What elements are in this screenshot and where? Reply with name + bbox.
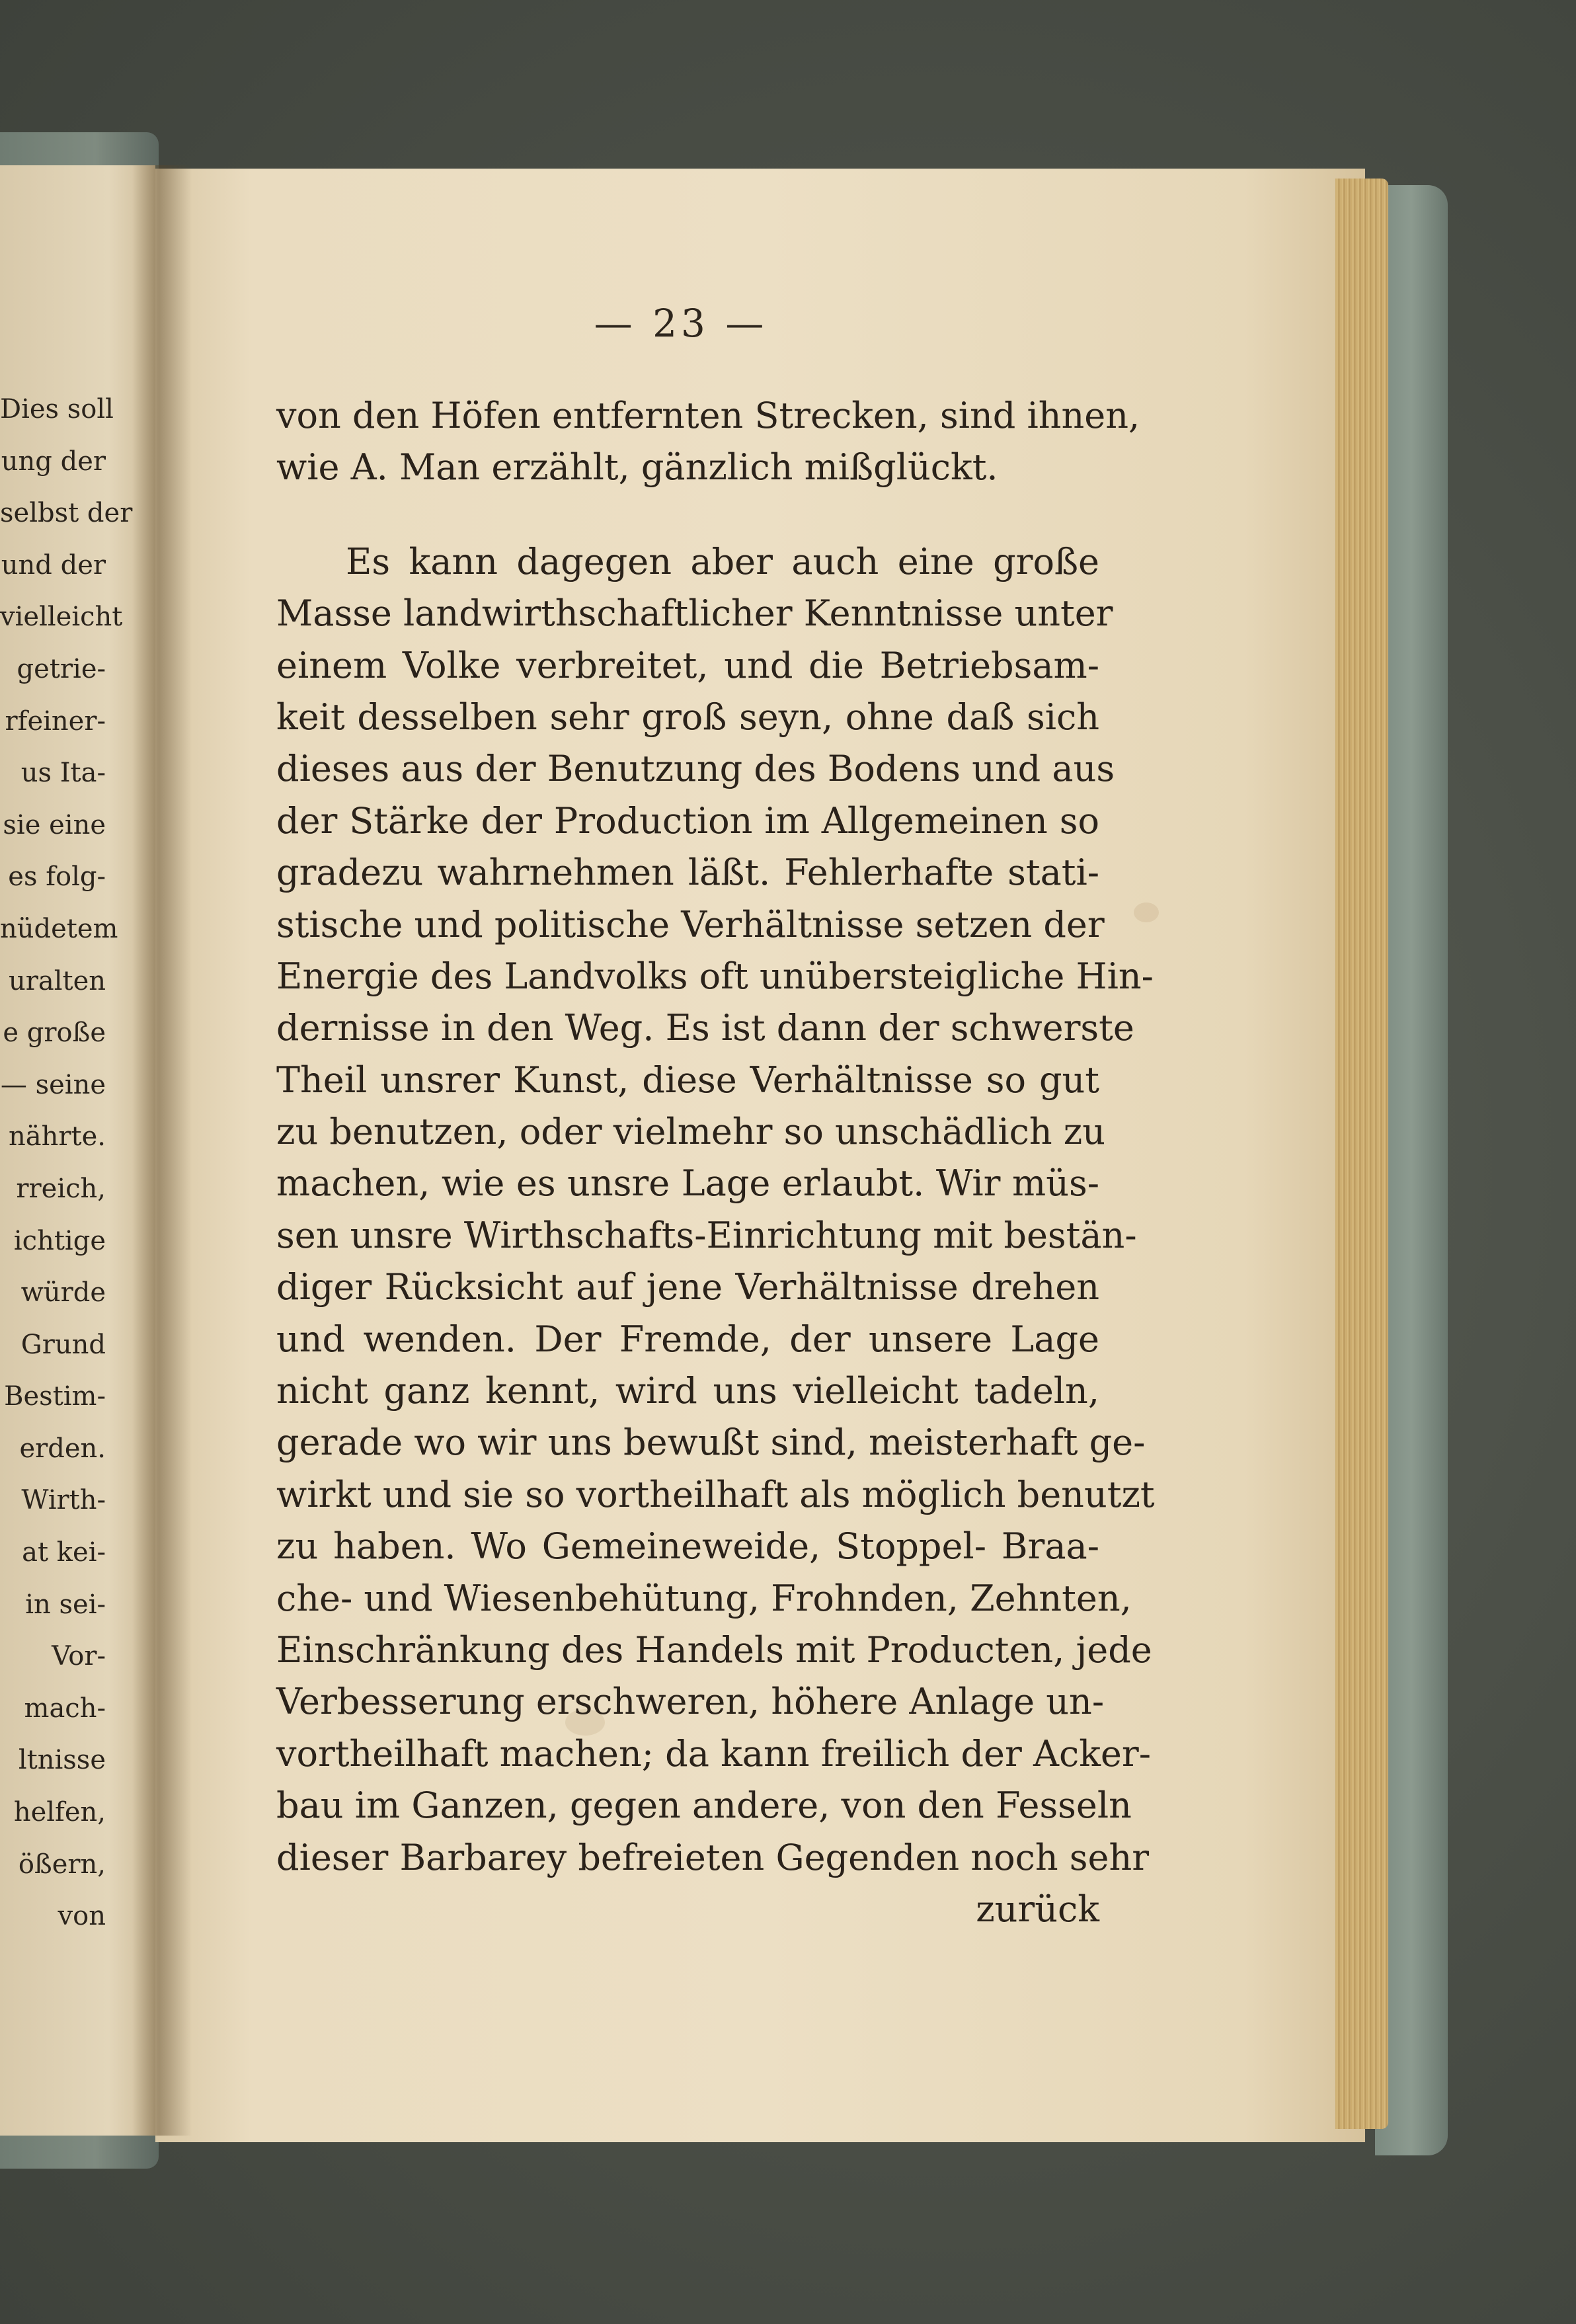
left-page-line: vielleicht [0,602,123,633]
text-line: wirkt und sie so vortheilhaft als möglich benutzt [276,1473,1155,1515]
text-line: Einschränkung des Handels mit Producten, jede [276,1628,1152,1671]
text-line: von den Höfen entfernten Strecken, sind ihnen, [276,395,1140,436]
left-page-line: e große [3,1018,106,1049]
catchword: zurück [976,1888,1099,1930]
text-line: zu benutzen, oder vielmehr so unschädlich zu [276,1111,1106,1153]
text-line: und wenden. Der Fremde, der unsere Lage [276,1318,1099,1360]
text-line: stische und politische Verhältnisse setzen der [276,903,1105,945]
text-line: Es kann dagegen aber auch eine große [346,540,1099,582]
text-line: dieses aus der Benutzung des Bodens und aus [276,748,1115,790]
text-line: bau im Ganzen, gegen andere, von den Fesseln [276,1784,1132,1827]
text-line: keit desselben sehr groß seyn, ohne daß sich [276,696,1099,738]
text-line: Verbesserung erschweren, höhere Anlage un- [276,1681,1105,1723]
text-line: zu haben. Wo Gemeineweide, Stoppel- Braa- [276,1525,1099,1568]
text-line: einem Volke verbreitet, und die Betriebsam- [276,644,1099,686]
left-page-text [0,383,133,1943]
paragraph [276,536,1155,1884]
left-page-line: ichtige [13,1225,106,1256]
left-page-line: rfeiner- [5,705,106,737]
page-edges [1335,179,1388,2129]
left-page-line: Grund [20,1329,106,1360]
left-page-line: ung der [1,446,106,477]
left-page-line: erden. [19,1433,106,1464]
left-page-line: getrie- [17,653,106,684]
text-line: gerade wo wir uns bewußt sind, meisterhaft ge- [276,1422,1146,1464]
text-line: vortheilhaft machen; da kann freilich der Acker- [276,1732,1151,1775]
left-page-line: Bestim- [4,1381,106,1412]
left-page-line: es folg- [8,861,106,893]
text-line: diger Rücksicht auf jene Verhältnisse drehen [276,1266,1099,1308]
text-line: Energie des Landvolks oft unübersteigliche Hin- [276,955,1154,997]
text-line: che- und Wiesenbehütung, Frohnden, Zehnten, [276,1577,1132,1619]
left-page-line: — seine [0,1069,106,1100]
left-page-line: Dies soll [0,394,114,424]
left-page-line: und der [1,549,106,581]
text-line: sen unsre Wirthschafts-Einrichtung mit bestän- [276,1214,1137,1256]
left-page-line: helfen, [13,1797,106,1828]
body-text [276,390,1155,1935]
left-page-line: in sei- [25,1589,106,1620]
left-page-line: sie eine [3,809,106,840]
text-line: dernisse in den Weg. Es ist dann der schwerste [276,1007,1134,1049]
left-page-line: mach- [24,1693,106,1724]
text-line: machen, wie es unsre Lage erlaubt. Wir müs- [276,1162,1099,1205]
text-line: Theil unsrer Kunst, diese Verhältnisse so gut [276,1059,1099,1101]
left-page-line: ößern, [18,1849,106,1880]
left-page-line: ltnisse [18,1745,106,1776]
left-page-line: Vor- [52,1641,106,1672]
text-line: dieser Barbarey befreieten Gegenden noch sehr [276,1836,1150,1878]
text-line: gradezu wahrnehmen läßt. Fehlerhafte stati- [276,852,1099,894]
left-page-line: nüdetem [0,913,118,944]
left-page-line: at kei- [22,1537,106,1568]
text-line: Masse landwirthschaftlicher Kenntnisse unter [276,592,1113,635]
left-page-line: us Ita- [20,758,106,789]
text-line: nicht ganz kennt, wird uns vielleicht tadeln, [276,1370,1099,1412]
page-number: — 23 — [594,301,768,346]
left-page-line: Wirth- [21,1485,106,1516]
paper-spot [1134,902,1159,922]
text-line: wie A. Man erzählt, gänzlich mißglückt. [276,446,998,489]
left-page-line: würde [20,1277,106,1308]
left-page-line: uralten [8,965,106,996]
left-page-line: von [58,1901,106,1932]
left-page-line: nährte. [9,1121,106,1152]
left-page-line: selbst der [0,498,133,529]
gutter-shadow [132,165,192,2136]
left-page-line: rreich, [16,1173,106,1204]
text-line: der Stärke der Production im Allgemeinen so [276,799,1099,842]
